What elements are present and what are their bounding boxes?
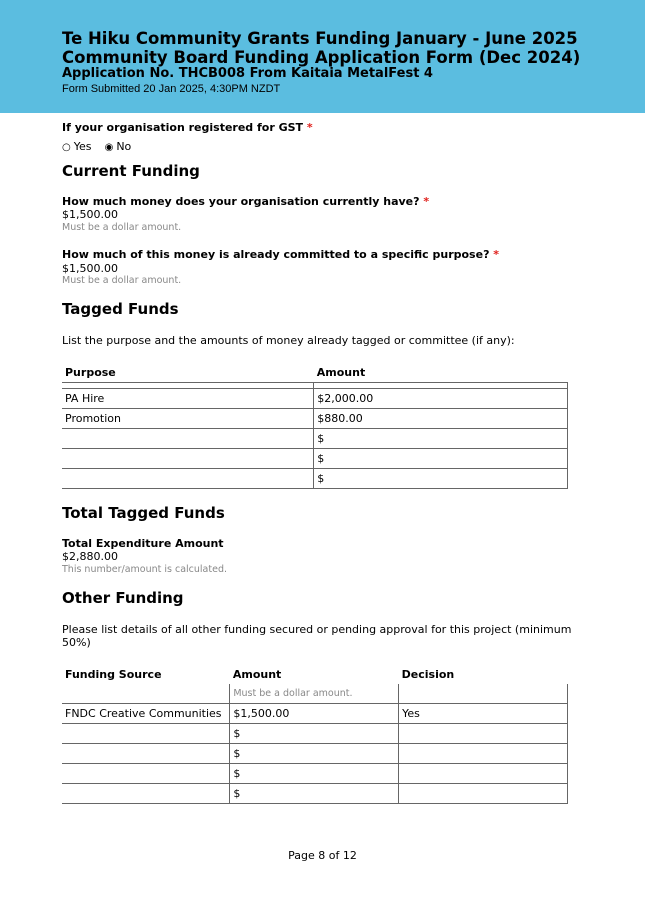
table-cell — [399, 684, 568, 704]
other-funding-heading: Other Funding — [62, 589, 184, 607]
table-row — [62, 784, 568, 804]
decision-cell — [399, 764, 568, 784]
gst-radio-no[interactable] — [105, 140, 132, 153]
decision-cell — [399, 724, 568, 744]
table-hint-row — [62, 684, 568, 704]
amount-cell: $ — [230, 724, 399, 744]
required-mark: * — [306, 121, 313, 134]
radio-selected-icon: ◉ — [104, 142, 114, 153]
column-header-amount: Amount — [232, 667, 282, 681]
required-mark: * — [493, 248, 500, 261]
tagged-funds-description: List the purpose and the amounts of money already tagged or committee (if any): — [62, 334, 515, 347]
amount-cell: $ — [314, 429, 568, 449]
decision-cell — [399, 784, 568, 804]
committed-money-label: How much of this money is already committed to a specific purpose? — [62, 248, 490, 261]
current-money-question — [62, 195, 429, 208]
form-header — [0, 0, 645, 113]
total-expenditure-value: $2,880.00 — [62, 550, 118, 563]
submitted-timestamp: Form Submitted 20 Jan 2025, 4:30PM NZDT — [62, 83, 281, 95]
table-header-row — [62, 362, 568, 383]
purpose-cell — [62, 469, 314, 489]
funding-source-cell — [62, 744, 230, 764]
gst-radio-group — [62, 135, 131, 154]
gst-question-label: If your organisation registered for GST — [62, 121, 304, 134]
committed-money-hint: Must be a dollar amount. — [62, 275, 182, 286]
table-row — [62, 469, 568, 489]
tagged-funds-table — [62, 362, 568, 489]
gst-radio-no-label: No — [116, 140, 132, 153]
other-funding-table — [62, 664, 568, 804]
table-row — [62, 744, 568, 764]
column-header-decision: Decision — [401, 667, 455, 681]
amount-cell: $ — [230, 784, 399, 804]
current-money-label: How much money does your organisation currently have? — [62, 195, 420, 208]
table-row — [62, 704, 568, 724]
table-header-row — [62, 664, 568, 684]
table-row — [62, 389, 568, 409]
amount-cell: $1,500.00 — [230, 704, 399, 724]
funding-source-cell — [62, 724, 230, 744]
funding-source-cell — [62, 784, 230, 804]
current-funding-heading: Current Funding — [62, 162, 200, 180]
table-row — [62, 764, 568, 784]
column-header-amount: Amount — [316, 365, 366, 379]
purpose-cell: Promotion — [62, 409, 314, 429]
gst-radio-yes-label: Yes — [73, 140, 92, 153]
committed-money-question — [62, 248, 499, 261]
funding-source-cell: FNDC Creative Communities — [62, 704, 230, 724]
amount-hint-cell: Must be a dollar amount. — [230, 684, 399, 704]
amount-cell: $ — [230, 764, 399, 784]
table-row — [62, 449, 568, 469]
tagged-funds-heading: Tagged Funds — [62, 300, 179, 318]
other-funding-description-line-1: Please list details of all other funding secured or pending approval for this project (minimum — [62, 623, 572, 636]
purpose-cell: PA Hire — [62, 389, 314, 409]
page-number: Page 8 of 12 — [288, 849, 357, 862]
total-expenditure-label: Total Expenditure Amount — [62, 537, 224, 550]
purpose-cell — [62, 429, 314, 449]
required-mark: * — [423, 195, 430, 208]
amount-cell: $2,000.00 — [314, 389, 568, 409]
decision-cell — [399, 744, 568, 764]
current-money-value: $1,500.00 — [62, 208, 118, 221]
total-tagged-heading: Total Tagged Funds — [62, 504, 225, 522]
amount-cell: $ — [314, 449, 568, 469]
column-header-purpose: Purpose — [65, 365, 116, 379]
table-row — [62, 724, 568, 744]
other-funding-description-line-2: 50%) — [62, 636, 91, 649]
table-row — [62, 409, 568, 429]
form-title-line-1: Te Hiku Community Grants Funding January - June 2025 — [62, 29, 578, 48]
table-row — [62, 429, 568, 449]
funding-source-cell — [62, 764, 230, 784]
form-title-line-2: Community Board Funding Application Form (Dec 2024) — [62, 48, 581, 67]
application-number: Application No. THCB008 From Kaitaia MetalFest 4 — [62, 66, 433, 81]
table-cell — [62, 684, 230, 704]
amount-cell: $ — [314, 469, 568, 489]
current-money-hint: Must be a dollar amount. — [62, 222, 182, 233]
purpose-cell — [62, 449, 314, 469]
decision-cell: Yes — [399, 704, 568, 724]
gst-radio-yes[interactable] — [62, 140, 92, 153]
column-header-funding-source: Funding Source — [65, 667, 162, 681]
gst-question — [62, 121, 313, 134]
amount-cell: $880.00 — [314, 409, 568, 429]
amount-cell: $ — [230, 744, 399, 764]
radio-unselected-icon: ○ — [62, 142, 71, 153]
committed-money-value: $1,500.00 — [62, 262, 118, 275]
total-expenditure-hint: This number/amount is calculated. — [62, 564, 228, 575]
